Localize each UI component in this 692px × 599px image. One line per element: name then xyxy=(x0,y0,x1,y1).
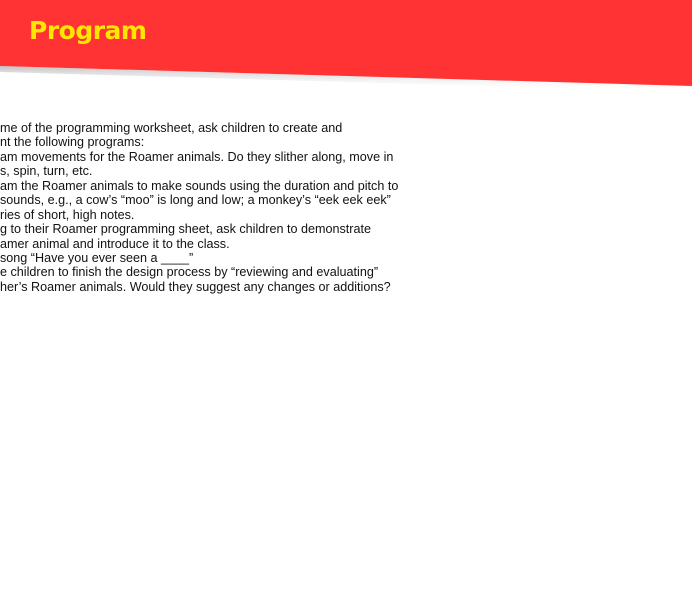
instruction-line: am movements for the Roamer animals. Do they slither along, move in xyxy=(0,149,394,164)
instruction-line: g to their Roamer programming sheet, ask children to demonstrate xyxy=(0,222,371,237)
instruction-line: am the Roamer animals to make sounds using the duration and pitch to xyxy=(0,178,399,193)
instruction-line: s, spin, turn, etc. xyxy=(0,164,93,179)
instruction-line: her’s Roamer animals. Would they suggest any changes or additions? xyxy=(0,279,391,294)
instruction-line: ries of short, high notes. xyxy=(0,207,135,222)
instruction-line: amer animal and introduce it to the class. xyxy=(0,236,230,251)
instruction-line: sounds, e.g., a cow’s “moo” is long and low; a monkey’s “eek eek eek” xyxy=(0,193,391,208)
instruction-line: song “Have you ever seen a ____” xyxy=(0,250,194,265)
instruction-line: nt the following programs: xyxy=(0,135,145,150)
page-title: Program xyxy=(29,16,147,45)
instruction-line: me of the programming worksheet, ask children to create and xyxy=(0,121,343,135)
instructions-text xyxy=(0,121,692,294)
instruction-line: e children to finish the design process by “reviewing and evaluating” xyxy=(0,265,379,280)
